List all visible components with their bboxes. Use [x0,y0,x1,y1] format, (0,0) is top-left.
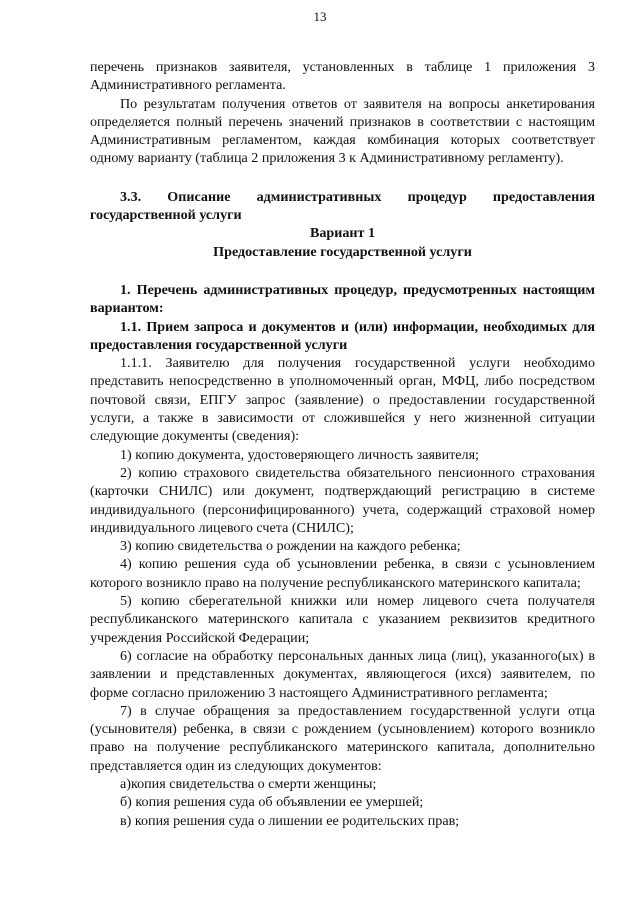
page-number: 13 [313,9,327,24]
subsection-heading: 1.1. Прием запроса и документов и (или) информации, необходимых для предоставления государственной услуги [90,318,595,353]
document-body [90,58,595,830]
paragraph-1-1-1: 1.1.1. Заявителю для получения государственной услуги необходимо представить непосредственно в уполномоченный орган, МФЦ, либо посредством почтовой связи, ЕПГУ запрос (заявление) о предоставлении государственной услуги, а также в зависимости от сложившейся у него жизненной ситуации следующие документы (сведения): [90,355,595,445]
list-item-7a: а)копия свидетельства о смерти женщины; [120,775,377,792]
list-item-7b: б) копия решения суда об объявлении ее умершей; [120,794,424,811]
list-item-1: 1) копию документа, удостоверяющего личность заявителя; [120,446,479,463]
paragraph-survey: По результатам получения ответов от заявителя на вопросы анкетирования определяется полный перечень значений признаков в соответствии с настоящим Административным регламентом, каждая комбинация которых соответствует одному варианту (таблица 2 приложения 3 к Административному регламенту). [90,95,595,167]
list-item-3: 3) копию свидетельства о рождении на каждого ребенка; [120,538,461,555]
procedures-list-heading: 1. Перечень административных процедур, предусмотренных настоящим вариантом: [90,281,595,317]
list-item-7: 7) в случае обращения за предоставлением государственной услуги отца (усыновителя) ребенка, в связи с рождением (усыновлением) которого возникло право на получение республиканского материнского капитала, дополнительно представляется один из следующих документов: [90,702,595,774]
list-item-4: 4) копию решения суда об усыновлении ребенка, в связи с усыновлением которого возникло право на получение республиканского материнского капитала; [90,556,595,591]
variant-heading: Вариант 1 [309,225,376,242]
list-item-7c: в) копия решения суда о лишении ее родительских прав; [120,812,460,829]
list-item-6: 6) согласие на обработку персональных данных лица (лиц), указанного(ых) в заявлении и представленных документах, являющегося (ихся) заявителем, по форме согласно приложению 3 настоящего Административного регламента; [90,647,595,701]
paragraph-intro-end: перечень признаков заявителя, установленных в таблице 1 приложения 3 Административного регламента. [90,59,595,94]
list-item-5: 5) копию сберегательной книжки или номер лицевого счета получателя республиканского материнского капитала с указанием реквизитов кредитного учреждения Российской Федерации; [90,593,595,646]
section-heading: 3.3. Описание административных процедур предоставления государственной услуги [90,188,595,224]
service-heading: Предоставление государственной услуги [213,243,472,260]
list-item-2: 2) копию страхового свидетельства обязательного пенсионного страхования (карточки СНИЛС) или документ, подтверждающий регистрацию в системе индивидуального (персонифицированного) учета, содержащий страховой номер индивидуального лицевого счета (СНИЛС); [90,464,595,536]
